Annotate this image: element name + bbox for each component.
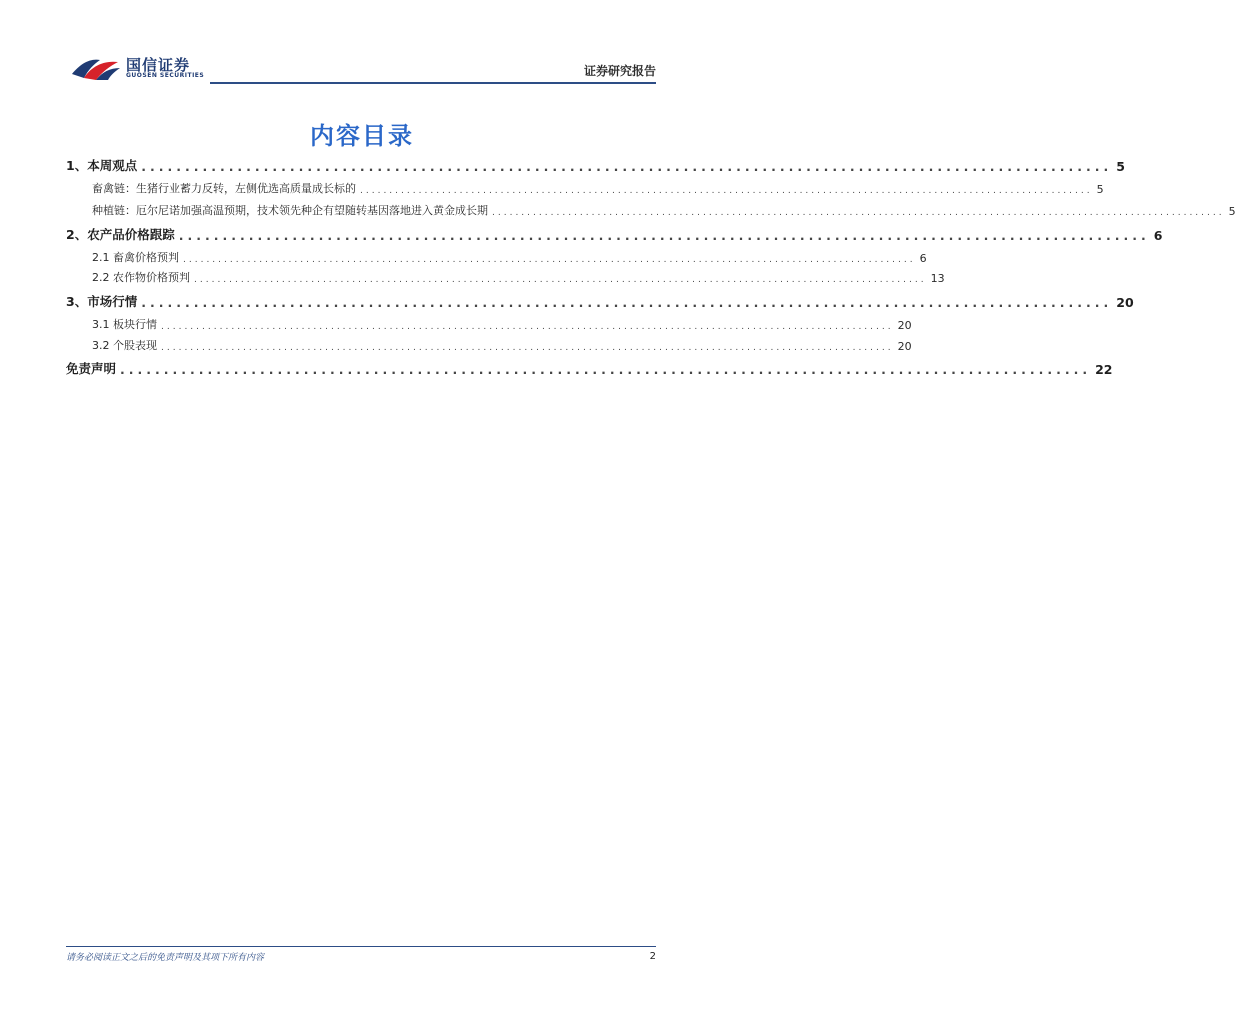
toc-leader-dots: ............................................................................................................... (120, 362, 1092, 377)
guosen-logo-icon (70, 52, 122, 82)
toc-leader-dots: ............................................................................................................... (178, 228, 1150, 243)
footer-disclaimer-note: 请务必阅读正文之后的免责声明及其项下所有内容 (66, 953, 265, 963)
toc-entry-text: 1、本周观点 (66, 158, 138, 173)
toc-entry-section-3[interactable] (66, 292, 1134, 310)
page-number: 2 (649, 951, 656, 962)
toc-entry-text: 种植链：厄尔尼诺加强高温预期，技术领先种企有望随转基因落地进入黄金成长期 (92, 204, 488, 217)
toc-leader-dots: ............................................................................................................... (141, 159, 1113, 174)
report-type-label: 证券研究报告 (583, 64, 656, 78)
toc-entry-3-2[interactable] (92, 337, 912, 353)
toc-leader-dots: ............................................................................................................................. (360, 186, 1093, 196)
toc-entry-page: 5 (1116, 159, 1125, 174)
toc-entry-livestock-chain[interactable] (92, 180, 1104, 196)
toc-entry-text: 3、市场行情 (66, 294, 138, 309)
toc-entry-section-1[interactable] (66, 156, 1125, 174)
toc-entry-page: 5 (1096, 183, 1104, 196)
footer-divider (66, 946, 656, 947)
logo-english-name: GUOSEN SECURITIES (126, 72, 205, 79)
toc-entry-text: 3.1 板块行情 (92, 318, 157, 331)
toc-entry-text: 2、农产品价格跟踪 (66, 227, 175, 242)
toc-entry-section-2[interactable] (66, 225, 1163, 243)
toc-entry-text: 2.1 畜禽价格预判 (92, 251, 179, 264)
page-header (66, 48, 656, 84)
toc-entry-page: 20 (1116, 295, 1134, 310)
toc-entry-text: 3.2 个股表现 (92, 339, 157, 352)
toc-entry-page: 13 (930, 272, 945, 285)
toc-leader-dots: ............................................................................................................................. (183, 255, 916, 265)
toc-entry-disclaimer[interactable] (66, 359, 1113, 377)
toc-entry-page: 20 (897, 340, 912, 353)
toc-entry-page: 20 (897, 319, 912, 332)
guosen-logo (66, 52, 226, 84)
toc-leader-dots: ............................................................................................................... (141, 295, 1113, 310)
toc-leader-dots: ............................................................................................................................. (194, 275, 927, 285)
toc-entry-page: 22 (1095, 362, 1113, 377)
header-divider (210, 82, 656, 84)
toc-entry-2-1[interactable] (92, 249, 927, 265)
toc-entry-3-1[interactable] (92, 316, 912, 332)
toc-entry-page: 5 (1228, 205, 1236, 218)
toc-entry-text: 2.2 农作物价格预判 (92, 271, 190, 284)
logo-chinese-name: 国信证券 (126, 56, 191, 74)
toc-entry-planting-chain[interactable] (92, 202, 1236, 218)
toc-entry-text: 畜禽链：生猪行业蓄力反转，左侧优选高质量成长标的 (92, 182, 356, 195)
toc-entry-page: 6 (1153, 228, 1163, 243)
toc-leader-dots: ............................................................................................................................. (161, 322, 894, 332)
toc-entry-2-2[interactable] (92, 269, 945, 285)
toc-entry-page: 6 (919, 252, 927, 265)
toc-leader-dots: ............................................................................................................................. (161, 343, 894, 353)
toc-title: 内容目录 (310, 122, 414, 150)
toc-leader-dots: ............................................................................................................................. (492, 208, 1225, 218)
toc-entry-text: 免责声明 (66, 361, 117, 376)
